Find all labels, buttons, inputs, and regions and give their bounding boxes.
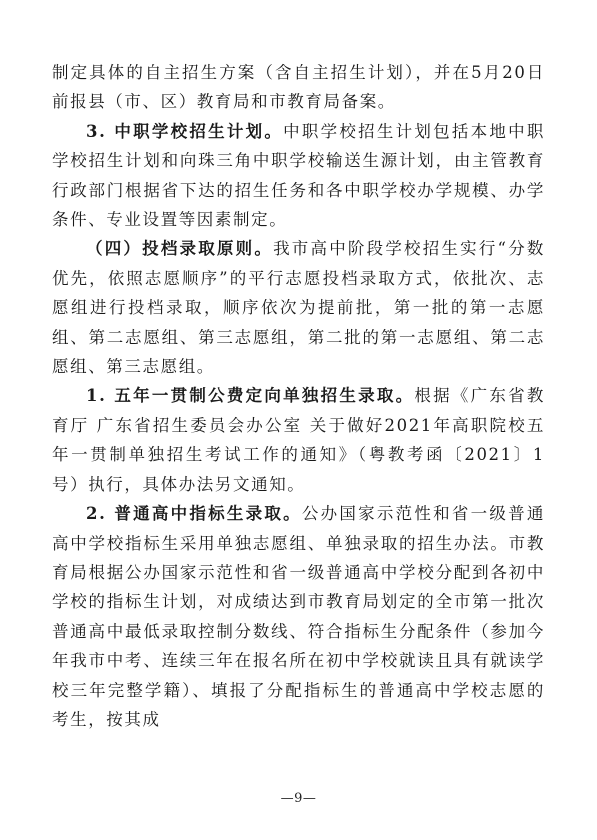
paragraph-5-text: 公办国家示范性和省一级普通高中学校指标生采用单独志愿组、单独录取的招生办法。市教育局根据公办国家示范性和省一级普通高中学校分配到各初中学校的指标生计划，对成绩达到市教育局划定的全市第一批次普通高中最低录取控制分数线、符合指标生分配条件（参加今年我市中考、连续三年在报名所在初中学校就读且具有就读学校三年完整学籍）、填报了分配指标生的普通高中学校志愿的考生，按其成	[52, 504, 545, 729]
paragraph-1-text: 制定具体的自主招生方案（含自主招生计划），并在5月20日前报县（市、区）教育局和市教育局备案。	[52, 63, 545, 112]
paragraph-5-heading: 2. 普通高中指标生录取。	[86, 504, 302, 524]
paragraph-3-text: 我市高中阶段学校招生实行“分数优先，依照志愿顺序”的平行志愿投档录取方式，依批次、志愿组进行投档录取，顺序依次为提前批，第一批的第一志愿组、第二志愿组、第三志愿组，第二批的第一志愿组、第二志愿组、第三志愿组。	[52, 239, 546, 377]
paragraph-2-heading: 3. 中职学校招生计划。	[86, 121, 284, 141]
paragraph-4-text: 根据《广东省教育厅 广东省招生委员会办公室 关于做好2021年高职院校五年一贯制单独招生考试工作的通知》（粤教考函〔2021〕1号）执行，具体办法另文通知。	[52, 386, 545, 494]
paragraph-2	[52, 117, 545, 235]
paragraph-3	[52, 234, 545, 381]
document-body	[52, 58, 545, 734]
paragraph-4	[52, 381, 545, 499]
paragraph-3-heading: （四）投档录取原则。	[86, 239, 274, 259]
page-number: —9—	[280, 791, 317, 806]
paragraph-4-heading: 1. 五年一贯制公费定向单独招生录取。	[86, 386, 415, 406]
paragraph-5	[52, 499, 545, 734]
paragraph-1	[52, 58, 545, 117]
paragraph-2-text: 中职学校招生计划包括本地中职学校招生计划和向珠三角中职学校输送生源计划，由主管教育行政部门根据省下达的招生任务和各中职学校办学规模、办学条件、专业设置等因素制定。	[52, 121, 546, 230]
